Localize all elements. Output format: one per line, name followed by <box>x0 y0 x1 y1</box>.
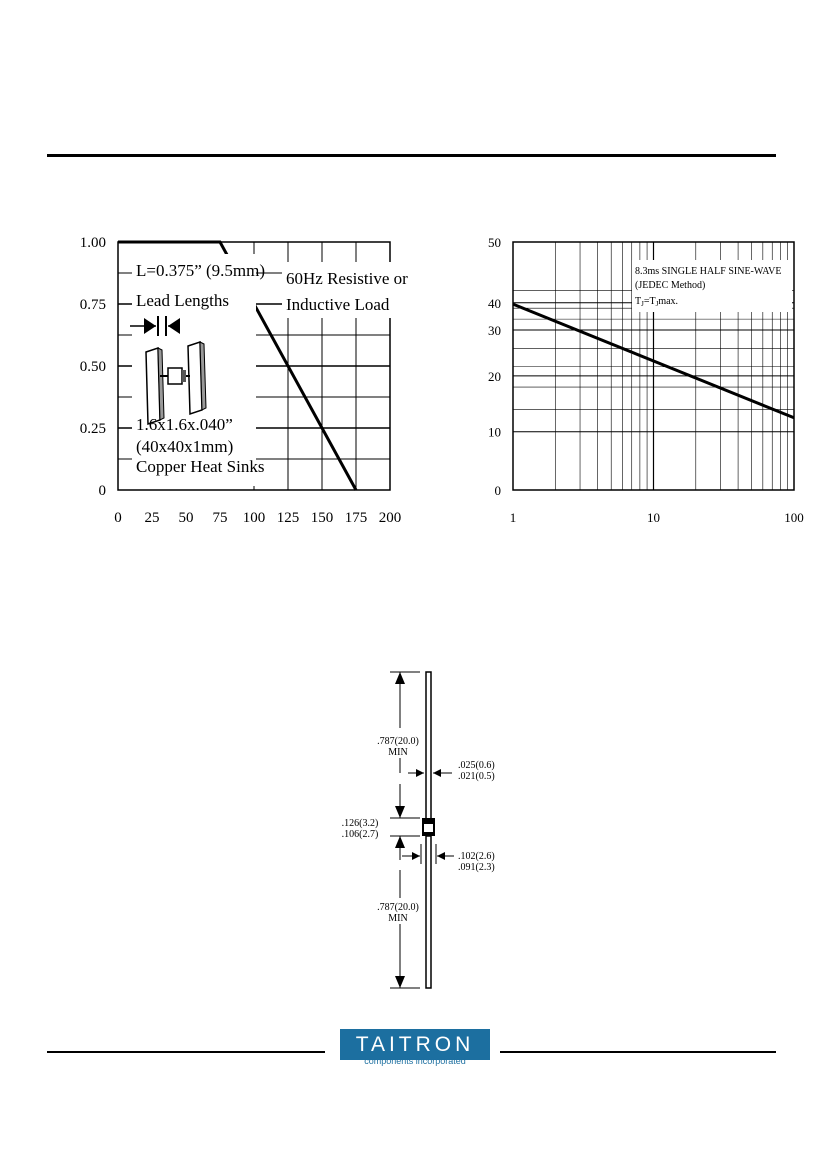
surge-note-line1: 8.3ms SINGLE HALF SINE-WAVE <box>635 266 782 277</box>
lead-lengths-label: Lead Lengths <box>136 291 229 310</box>
chart1-x-tick: 25 <box>144 510 160 526</box>
chart2-y-tick: 50 <box>488 235 501 250</box>
chart2-y-tick: 30 <box>488 323 501 339</box>
top-lead-min-label: MIN <box>388 747 408 758</box>
load-line1: 60Hz Resistive or <box>286 269 408 288</box>
surge-note-line3: $T_J=T_J\max$. <box>635 296 679 308</box>
chart1-y-tick: 0.75 <box>79 297 106 313</box>
derating-chart <box>70 230 420 530</box>
chart1-y-tick: 0.25 <box>79 421 106 437</box>
chart2-y-tick: 40 <box>488 295 501 311</box>
chart1-y-tick: 0.50 <box>79 359 106 375</box>
chart1-x-tick: 200 <box>378 510 402 526</box>
chart1-x-tick: 100 <box>242 510 266 526</box>
lead-diameter-max: .025(0.6) <box>458 760 495 771</box>
chart1-x-tick: 150 <box>310 510 334 526</box>
chart1-x-tick: 175 <box>344 510 368 526</box>
bottom-lead-dimension <box>390 870 420 988</box>
chart2-x-tick: 1 <box>509 510 517 525</box>
body-length-min: .106(2.7) <box>341 829 379 840</box>
chart1-y-tick: 0 <box>98 483 106 499</box>
body-diameter-min: .091(2.3) <box>458 862 495 873</box>
top-divider <box>47 154 776 157</box>
chart2-x-tick: 100 <box>784 510 804 525</box>
body-length-max: .126(3.2) <box>341 818 379 829</box>
chart2-y-tick: 10 <box>488 424 501 440</box>
chart2-y-tick: 0 <box>494 483 501 498</box>
package-outline-drawing <box>330 660 530 1000</box>
chart2-x-tick: 10 <box>647 510 660 525</box>
top-lead-length: .787(20.0) <box>377 736 419 747</box>
heat-sink-size-text: 1.6x1.6x.040” <box>136 415 233 434</box>
surge-chart <box>470 230 827 530</box>
heat-sink-label: Copper Heat Sinks <box>136 457 265 476</box>
body-length-dimension <box>390 784 420 860</box>
bottom-lead-min-label: MIN <box>388 913 408 924</box>
taitron-tagline: components incorporated <box>364 1056 466 1066</box>
footer-line-right <box>500 1051 776 1053</box>
body-diameter-max: .102(2.6) <box>458 851 495 862</box>
lead-length-text: L=0.375” (9.5mm) <box>136 261 266 280</box>
lead-diameter-min: .021(0.5) <box>458 771 495 782</box>
top-lead <box>426 672 431 822</box>
load-line2: Inductive Load <box>286 295 390 314</box>
chart1-x-tick: 50 <box>178 510 194 526</box>
chart2-y-tick: 20 <box>488 368 501 384</box>
taitron-logo: TAITRON <box>340 1029 490 1060</box>
surge-note-line2: (JEDEC Method) <box>635 280 706 291</box>
diode-band <box>424 824 433 832</box>
chart1-x-tick: 0 <box>114 510 122 526</box>
heat-sink-metric-text: (40x40x1mm) <box>136 437 234 456</box>
chart1-x-tick: 75 <box>212 510 228 526</box>
bottom-lead <box>426 836 431 988</box>
footer-line-left <box>47 1051 325 1053</box>
bottom-lead-length: .787(20.0) <box>377 902 419 913</box>
chart1-x-tick: 125 <box>276 510 300 526</box>
chart1-y-tick: 1.00 <box>79 235 106 251</box>
